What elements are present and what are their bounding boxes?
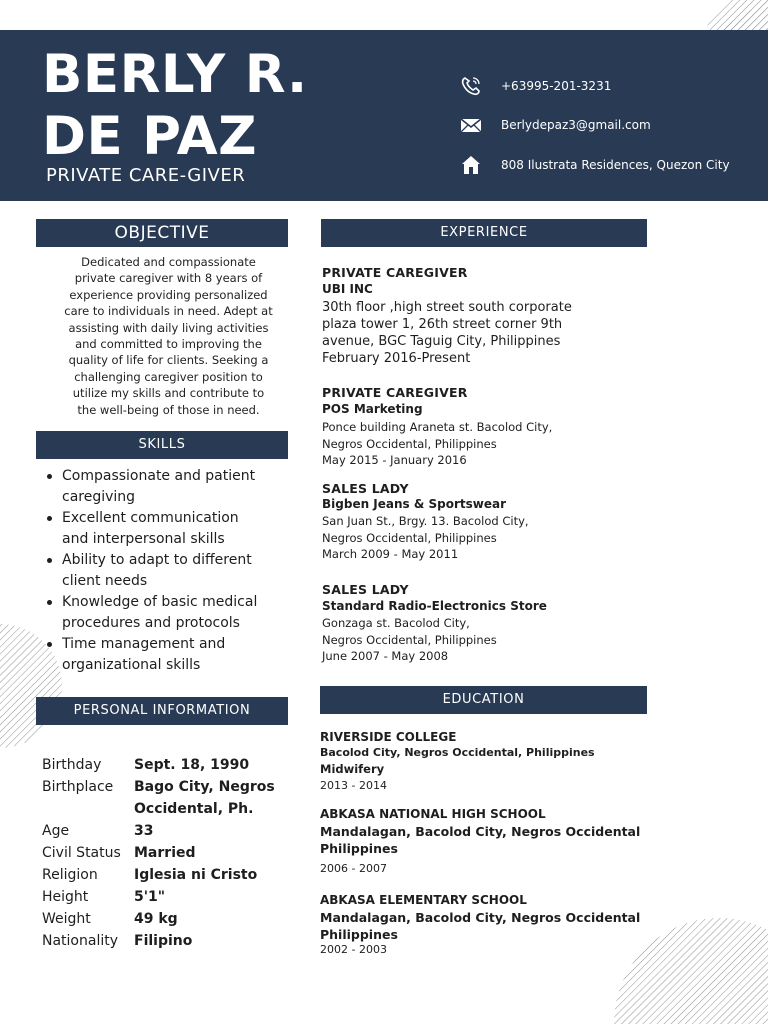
decorative-hatch-corner	[690, 0, 768, 30]
objective-line: private caregiver with 8 years of	[74, 271, 263, 286]
personal-info-value-line: Married	[134, 845, 196, 861]
objective-line: assisting with daily living activities	[68, 320, 269, 335]
job-title: SALES LADY	[322, 582, 409, 597]
personal-info-value-line: Filipino	[134, 933, 193, 949]
personal-info-value-line: Bago City, Negros	[134, 779, 275, 795]
objective-line: the well-being of those in need.	[77, 402, 260, 417]
job-company: UBI INC	[322, 282, 373, 296]
personal-info-label: Birthday	[42, 757, 102, 773]
decorative-hatch-circle-bottom	[614, 918, 768, 1024]
education-detail-line: 2013 - 2014	[320, 779, 387, 792]
job-detail-line: March 2009 - May 2011	[322, 547, 459, 561]
objective-line: challenging caregiver position to	[74, 369, 263, 384]
personal-info-value	[134, 842, 299, 864]
job-detail-line: June 2007 - May 2008	[322, 649, 449, 663]
education-detail-line: Midwifery	[320, 762, 385, 776]
personal-info-label: Height	[42, 889, 89, 905]
education-school: RIVERSIDE COLLEGE	[320, 730, 457, 744]
skill-text: Ability to adapt to different	[62, 552, 252, 568]
job-detail-line: Gonzaga st. Bacolod City,	[322, 616, 470, 630]
objective-paragraph	[40, 254, 297, 418]
job-detail-line: Ponce building Araneta st. Bacolod City,	[322, 420, 553, 434]
objective-line: experience providing personalized	[69, 287, 268, 302]
education-detail-line: Philippines	[320, 927, 398, 942]
personal-info-value	[134, 908, 299, 930]
contact-email	[460, 115, 651, 135]
job-detail-line: Negros Occidental, Philippines	[322, 531, 497, 545]
personal-info-label: Birthplace	[42, 779, 114, 795]
contact-address	[460, 155, 730, 175]
personal-info-value	[134, 776, 299, 820]
personal-info-value-line: Iglesia ni Cristo	[134, 867, 258, 883]
job-title: SALES LADY	[322, 481, 409, 496]
phone-icon	[460, 76, 482, 96]
experience-heading: EXPERIENCE	[321, 219, 647, 247]
objective-line: quality of life for clients. Seeking a	[68, 353, 269, 368]
job-role: PRIVATE CARE-GIVER	[46, 165, 246, 186]
education-detail-line: Mandalagan, Bacolod City, Negros Occidental	[320, 824, 641, 839]
education-detail-line: Bacolod City, Negros Occidental, Philippines	[320, 746, 595, 759]
personal-info-value	[134, 864, 299, 886]
contact-phone	[460, 76, 612, 96]
skill-text: client needs	[62, 573, 148, 589]
education-detail-line: 2002 - 2003	[320, 943, 387, 956]
skill-text: procedures and protocols	[62, 615, 240, 631]
skill-text: Time management and	[62, 636, 226, 652]
skill-text: and interpersonal skills	[62, 531, 225, 547]
personal-info-value	[134, 886, 299, 908]
personal-info-value-line: 49 kg	[134, 911, 178, 927]
personal-info-label: Religion	[42, 867, 98, 883]
education-heading: EDUCATION	[320, 686, 647, 714]
home-icon	[460, 155, 482, 175]
name-line-1: BERLY R.	[42, 44, 308, 105]
job-detail-line: 30th floor ,high street south corporate	[322, 300, 572, 315]
education-detail-line: Mandalagan, Bacolod City, Negros Occidental	[320, 910, 641, 925]
candidate-name	[42, 44, 308, 168]
personal-info-value-line: Occidental, Ph.	[134, 801, 254, 817]
personal-info-value-line: 5'1"	[134, 889, 166, 905]
skill-text: Knowledge of basic medical	[62, 594, 258, 610]
job-company: Bigben Jeans & Sportswear	[322, 497, 507, 511]
skill-item	[42, 592, 294, 634]
personal-info-heading: PERSONAL INFORMATION	[36, 697, 288, 725]
objective-heading: OBJECTIVE	[36, 219, 288, 247]
job-title: PRIVATE CAREGIVER	[322, 385, 468, 400]
job-detail-line: plaza tower 1, 26th street corner 9th	[322, 317, 563, 332]
job-detail-line: February 2016-Present	[322, 351, 471, 366]
phone-text: +63995-201-3231	[501, 79, 612, 93]
objective-line: and committed to improving the	[75, 337, 262, 352]
name-line-2: DE PAZ	[42, 106, 258, 167]
skill-item	[42, 508, 294, 550]
job-title: PRIVATE CAREGIVER	[322, 265, 468, 280]
education-detail-line: Philippines	[320, 841, 398, 856]
personal-info-label: Age	[42, 823, 70, 839]
personal-info-label: Weight	[42, 911, 91, 927]
skill-text: caregiving	[62, 489, 136, 505]
job-detail-line: May 2015 - January 2016	[322, 453, 467, 467]
objective-line: Dedicated and compassionate	[81, 255, 256, 269]
skill-text: Excellent communication	[62, 510, 239, 526]
objective-line: care to individuals in need. Adept at	[64, 304, 273, 319]
education-school: ABKASA ELEMENTARY SCHOOL	[320, 893, 527, 907]
education-school: ABKASA NATIONAL HIGH SCHOOL	[320, 807, 546, 821]
skill-text: Compassionate and patient	[62, 468, 256, 484]
job-detail-line: Negros Occidental, Philippines	[322, 437, 497, 451]
job-company: Standard Radio-Electronics Store	[322, 599, 547, 613]
email-text: Berlydepaz3@gmail.com	[501, 118, 651, 132]
job-company: POS Marketing	[322, 402, 423, 416]
personal-info-value-line: 33	[134, 823, 154, 839]
skill-item	[42, 634, 294, 676]
skills-list	[42, 466, 294, 676]
job-detail-line: avenue, BGC Taguig City, Philippines	[322, 334, 561, 349]
job-detail-line: San Juan St., Brgy. 13. Bacolod City,	[322, 514, 529, 528]
resume-header	[0, 30, 768, 201]
address-text: 808 Ilustrata Residences, Quezon City	[501, 158, 730, 172]
skills-heading: SKILLS	[36, 431, 288, 459]
personal-info-value	[134, 930, 299, 952]
job-detail-line: Negros Occidental, Philippines	[322, 633, 497, 647]
objective-line: utilize my skills and contribute to	[72, 386, 265, 401]
skill-item	[42, 550, 294, 592]
skill-item	[42, 466, 294, 508]
envelope-icon	[460, 115, 482, 135]
personal-info-label: Civil Status	[42, 845, 121, 861]
skill-text: organizational skills	[62, 657, 201, 673]
education-detail-line: 2006 - 2007	[320, 862, 387, 875]
personal-info-value	[134, 754, 299, 776]
personal-info-label: Nationality	[42, 933, 119, 949]
personal-info-value-line: Sept. 18, 1990	[134, 757, 250, 773]
personal-info-value	[134, 820, 299, 842]
